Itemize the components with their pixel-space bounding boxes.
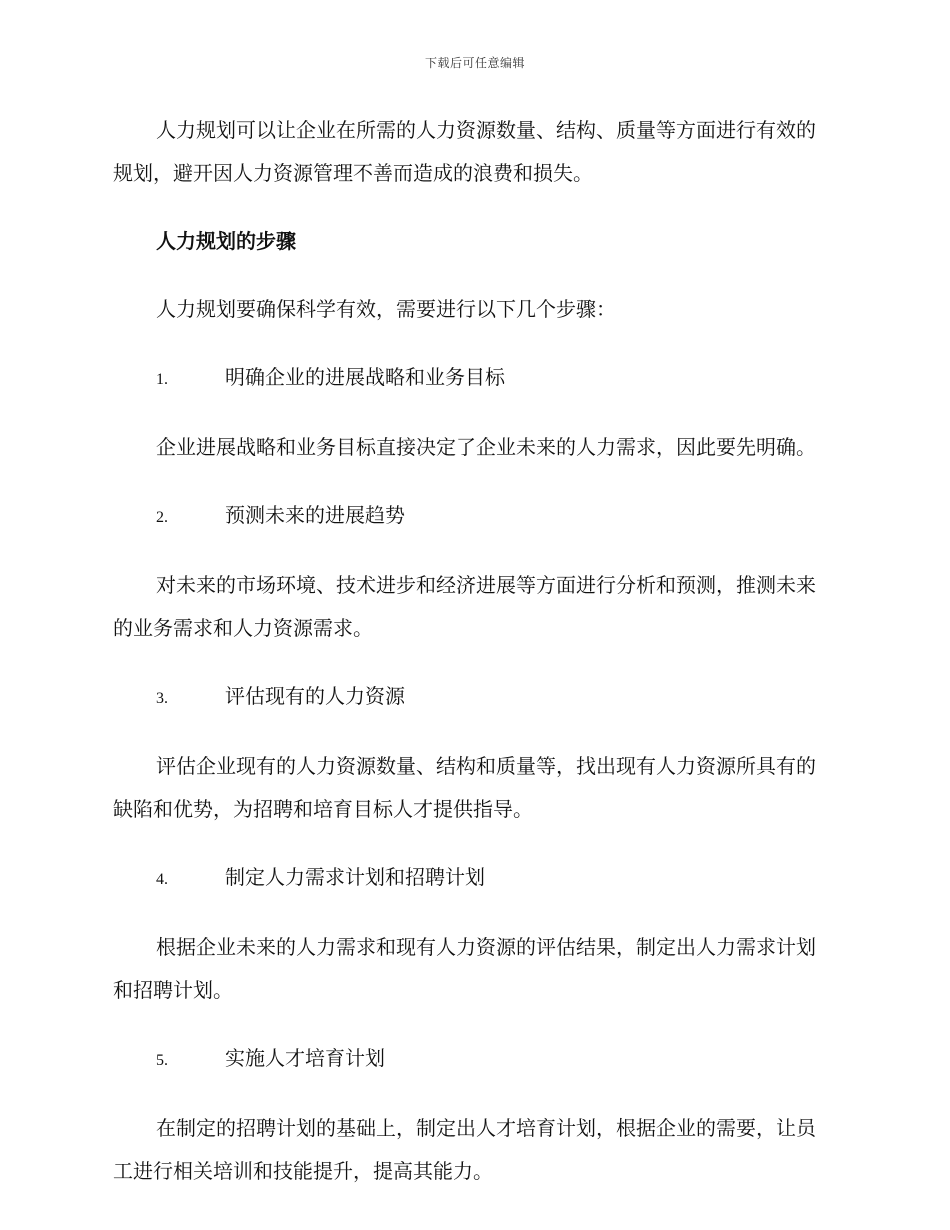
step-title: 评估现有的人力资源 xyxy=(225,684,405,708)
step-number: 5. xyxy=(156,1052,168,1069)
step-body: 根据企业未来的人力需求和现有人力资源的评估结果，制定出人力需求计划和招聘计划。 xyxy=(113,935,816,1002)
step-heading xyxy=(113,356,833,401)
step-heading xyxy=(113,675,833,720)
step-title: 明确企业的进展战略和业务目标 xyxy=(225,365,505,389)
step-heading xyxy=(113,494,833,539)
step-body: 在制定的招聘计划的基础上，制定出人才培育计划，根据企业的需要，让员工进行相关培训和技能提升，提高其能力。 xyxy=(113,1116,816,1183)
step-heading xyxy=(113,856,833,901)
document-body xyxy=(113,109,833,1218)
step-number: 3. xyxy=(156,690,168,707)
step-number: 2. xyxy=(156,509,168,526)
step-heading xyxy=(113,1037,833,1082)
step-body: 评估企业现有的人力资源数量、结构和质量等，找出现有人力资源所具有的缺陷和优势，为招聘和培育目标人才提供指导。 xyxy=(113,754,816,821)
page-header: 下载后可任意编辑 xyxy=(424,56,525,70)
step-title: 预测未来的进展趋势 xyxy=(225,503,405,527)
step-body: 对未来的市场环境、技术进步和经济进展等方面进行分析和预测，推测未来的业务需求和人力资源需求。 xyxy=(113,573,816,640)
intro-paragraph: 人力规划可以让企业在所需的人力资源数量、结构、质量等方面进行有效的规划，避开因人力资源管理不善而造成的浪费和损失。 xyxy=(113,118,816,185)
step-title: 制定人力需求计划和招聘计划 xyxy=(225,865,485,889)
step-title: 实施人才培育计划 xyxy=(225,1046,385,1070)
section-title: 人力规划的步骤 xyxy=(156,229,296,253)
lead-paragraph: 人力规划要确保科学有效，需要进行以下几个步骤： xyxy=(156,297,616,321)
step-number: 4. xyxy=(156,871,168,888)
step-body: 企业进展战略和业务目标直接决定了企业未来的人力需求，因此要先明确。 xyxy=(156,435,816,459)
step-number: 1. xyxy=(156,371,168,388)
